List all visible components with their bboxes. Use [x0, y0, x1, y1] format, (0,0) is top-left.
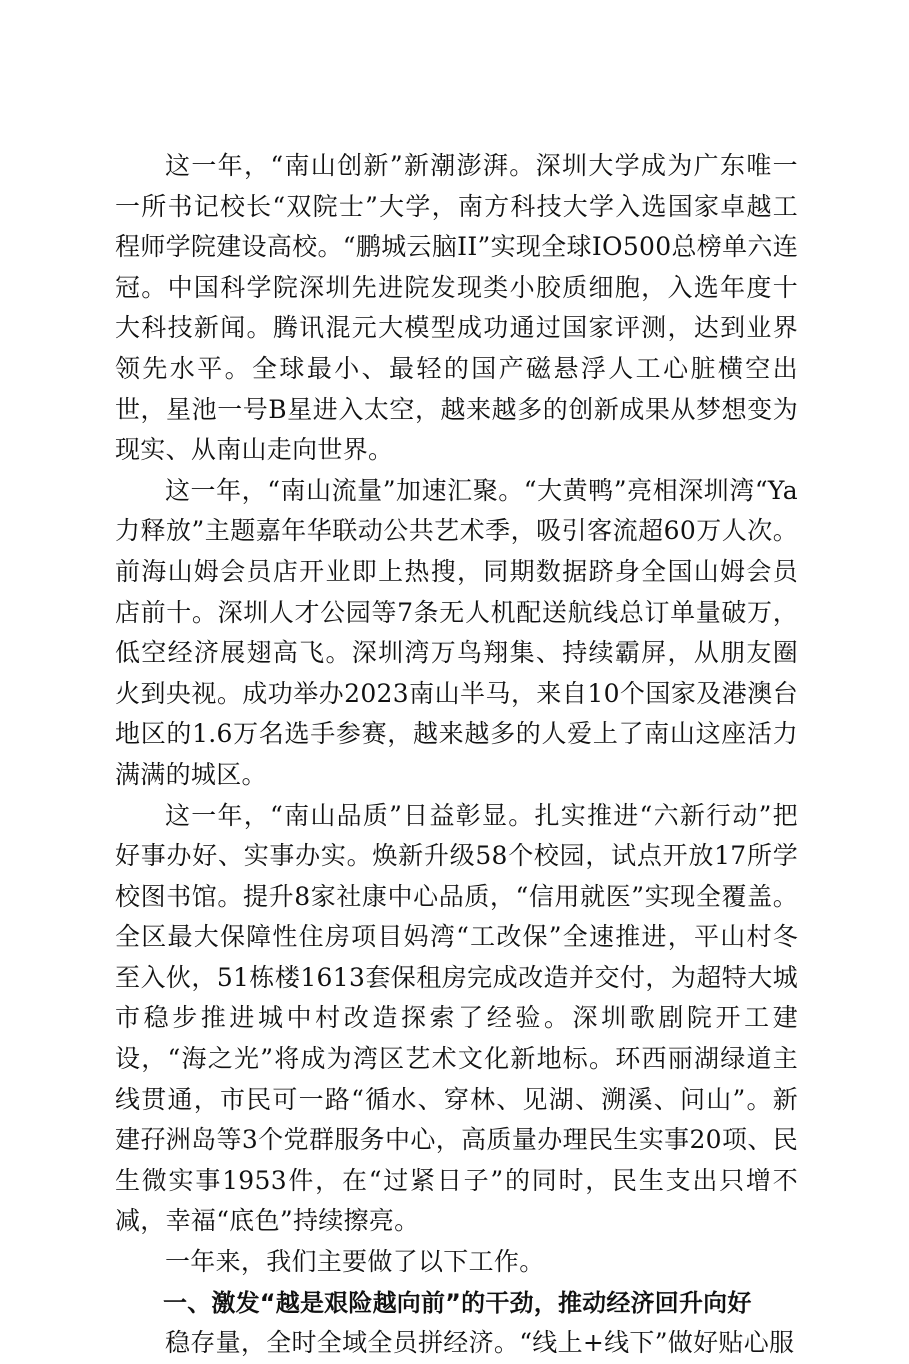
document-body: [115, 146, 798, 1364]
paragraph-stabilize: 稳存量，全时全域全员拼经济。“线上+线下”做好贴心服: [165, 1328, 795, 1358]
paragraph-innovation: 这一年，“南山创新”新潮澎湃。深圳大学成为广东唯一一所书记校长“双院士”大学，南方科技大学入选国家卓越工程师学院建设高校。“鹏城云脑II”实现全球IO500总榜单六连冠。中国科学院深圳先进院发现类小胶质细胞，入选年度十大科技新闻。腾讯混元大模型成功通过国家评测，达到业界领先水平。全球最小、最轻的国产磁悬浮人工心脏横空出世，星池一号B星进入太空，越来越多的创新成果从梦想变为现实、从南山走向世界。: [115, 151, 798, 465]
paragraph-traffic: 这一年，“南山流量”加速汇聚。“大黄鸭”亮相深圳湾“Ya力释放”主题嘉年华联动公共艺术季，吸引客流超60万人次。前海山姆会员店开业即上热搜，同期数据跻身全国山姆会员店前十。深圳人才公园等7条无人机配送航线总订单量破万，低空经济展翅高飞。深圳湾万鸟翔集、持续霸屏，从朋友圈火到央视。成功举办2023南山半马，来自10个国家及港澳台地区的1.6万名选手参赛，越来越多的人爱上了南山这座活力满满的城区。: [115, 475, 798, 789]
paragraph-quality: 这一年，“南山品质”日益彰显。扎实推进“六新行动”把好事办好、实事办实。焕新升级58个校园，试点开放17所学校图书馆。提升8家社康中心品质，“信用就医”实现全覆盖。全区最大保障性住房项目妈湾“工改保”全速推进，平山村冬至入伙，51栋楼1613套保租房完成改造并交付，为超特大城市稳步推进城中村改造探索了经验。深圳歌剧院开工建设，“海之光”将成为湾区艺术文化新地标。环西丽湖绿道主线贯通，市民可一路“循水、穿林、见湖、溯溪、问山”。新建孖洲岛等3个党群服务中心，高质量办理民生实事20项、民生微实事1953件，在“过紧日子”的同时，民生支出只增不减，幸福“底色”持续擦亮。: [115, 800, 798, 1236]
paragraph-work-intro: 一年来，我们主要做了以下工作。: [165, 1247, 545, 1277]
section-heading: 一、激发“越是艰险越向前”的干劲，推动经济回升向好: [163, 1288, 752, 1317]
